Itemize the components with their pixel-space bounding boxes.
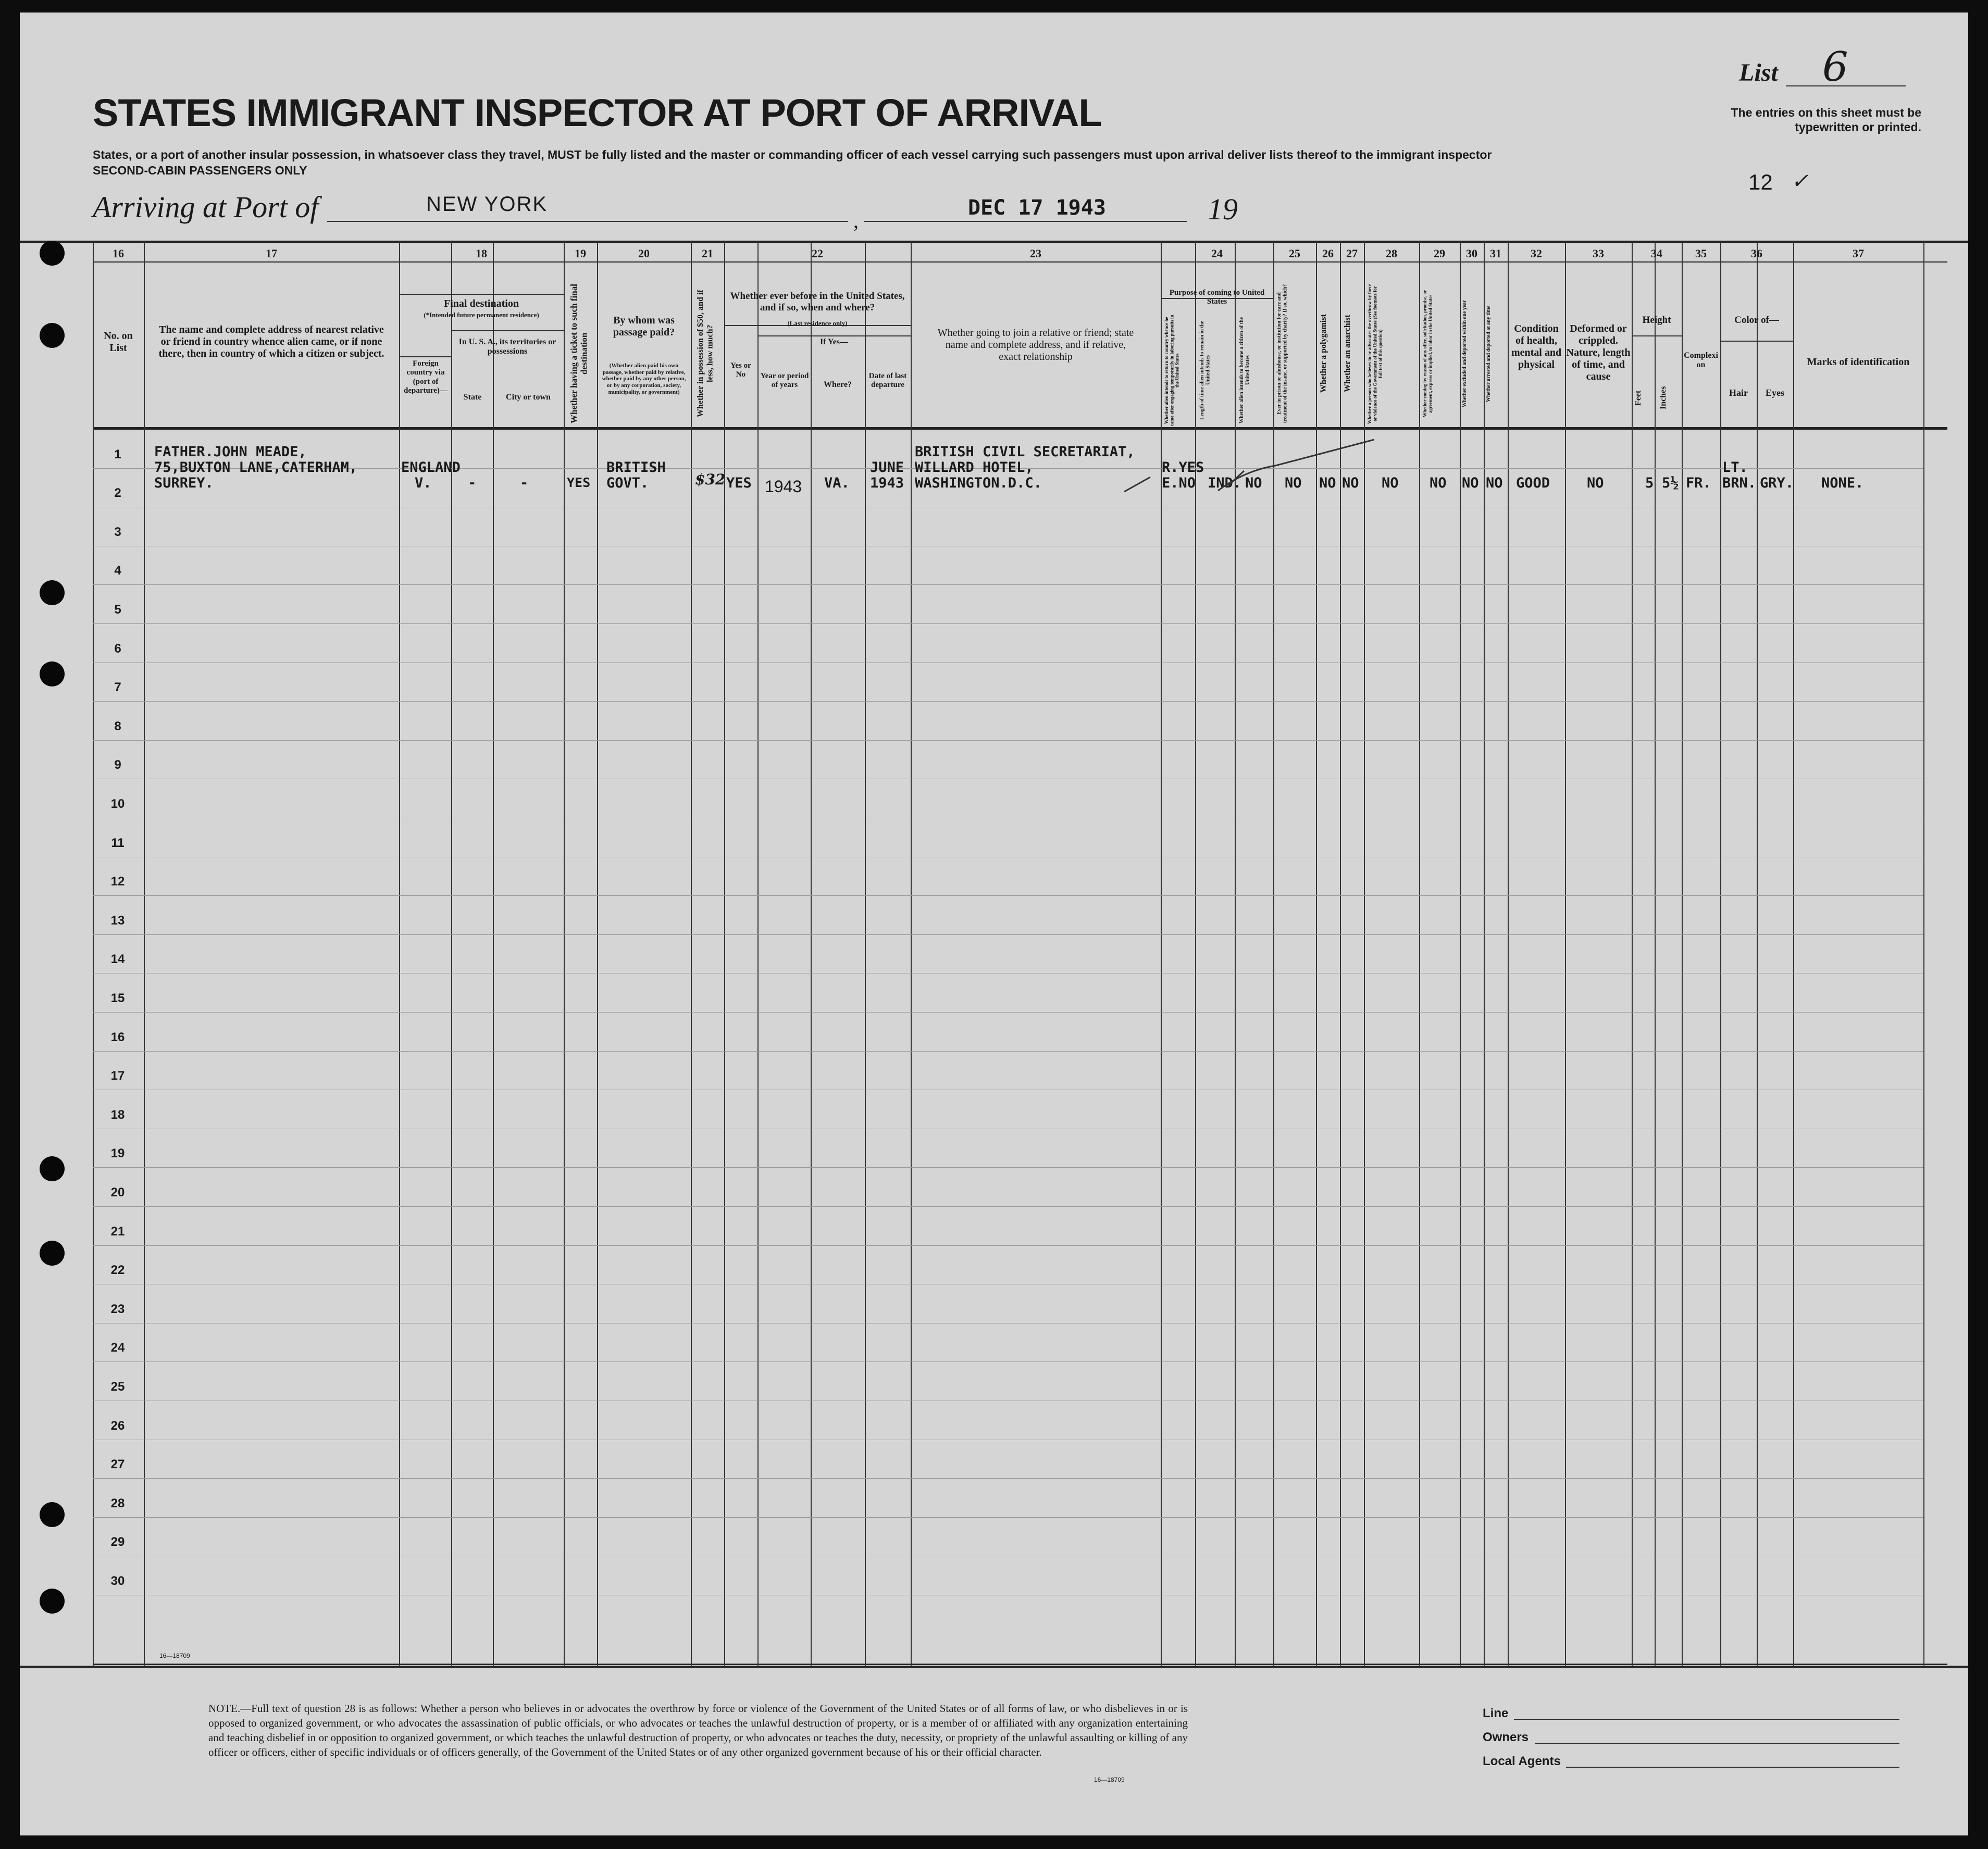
binder-hole: [40, 1241, 65, 1266]
column-number-rule: [93, 261, 1947, 263]
header-year-or-period: Year or period of years: [760, 372, 809, 390]
column-divider: [1655, 242, 1656, 1667]
check-mark-icon: ✓: [1791, 169, 1809, 193]
column-divider: [1757, 242, 1758, 1667]
binder-hole: [40, 323, 65, 348]
table-bottom-rule: [93, 1664, 1947, 1665]
col-num-16: 16: [113, 247, 124, 260]
row-number: 22: [110, 1263, 125, 1277]
col-num-23: 23: [1030, 247, 1041, 260]
col-num-32: 32: [1531, 247, 1542, 260]
money-value: $32: [695, 471, 726, 488]
column-divider: [1793, 242, 1794, 1667]
header-foreign-country: Foreign country via (port of departure)—: [404, 359, 448, 395]
prison-value: NO: [1285, 475, 1302, 491]
binder-hole: [40, 1502, 65, 1527]
subtitle-line-1: States, or a port of another insular possession, in whatsoever class they travel, MUST be fully listed and the master or commanding officer of each vessel carrying such passengers must upon arrival deliver lists thereof to the immigrant inspector: [93, 148, 1492, 161]
row-rule: [93, 934, 1923, 935]
col-num-34: 34: [1651, 247, 1662, 260]
header-feet: Feet: [1634, 390, 1643, 406]
header-state: State: [463, 393, 482, 402]
page-title: STATES IMMIGRANT INSPECTOR AT PORT OF ARRIVAL: [93, 91, 1102, 134]
row-number: 2: [114, 486, 121, 500]
header-intends-return: Whether alien intends to return to country whence he came after engaging temporarily in laboring pursuits in the United States: [1164, 315, 1180, 426]
header-final-destination: Final destination: [444, 298, 519, 309]
column-divider: [399, 242, 400, 1667]
row-number: 19: [110, 1146, 125, 1160]
column-divider: [865, 242, 866, 1667]
deformed-value: NO: [1587, 475, 1604, 491]
row-rule: [93, 584, 1923, 585]
row-number: 11: [111, 836, 125, 850]
subheader-rule: [399, 294, 564, 295]
header-deformed: Deformed or crippled. Nature, length of time, and cause: [1566, 323, 1631, 382]
joining-line-1: BRITISH CIVIL SECRETARIAT,: [915, 444, 1135, 460]
complexion-value: FR.: [1686, 475, 1711, 491]
local-agents-label: Local Agents: [1483, 1754, 1561, 1768]
where-value: VA.: [824, 475, 850, 491]
health-value: GOOD: [1516, 475, 1550, 491]
col-num-30: 30: [1466, 247, 1477, 260]
col-num-17: 17: [266, 247, 277, 260]
header-polygamist: Whether a polygamist: [1319, 314, 1328, 393]
column-divider: [724, 242, 725, 1667]
passage-paid-line-1: BRITISH: [606, 459, 666, 476]
subheader-rule: [1632, 335, 1682, 336]
header-bottom-rule: [93, 427, 1947, 430]
row-number: 16: [110, 1030, 125, 1044]
header-going-to-join: Whether going to join a relative or friend; state name and complete address, and if relative, exact relationship: [937, 327, 1134, 363]
row-number: 9: [114, 758, 121, 772]
eyes-value: GRY.: [1760, 475, 1794, 491]
row-rule: [93, 1478, 1923, 1479]
header-height: Height: [1642, 315, 1671, 326]
col-num-26: 26: [1322, 247, 1334, 260]
row-rule: [93, 1361, 1923, 1362]
list-label: List: [1739, 59, 1778, 86]
row-rule: [93, 1517, 1923, 1518]
header-hair: Hair: [1729, 388, 1748, 398]
column-divider: [757, 242, 759, 1667]
deported-value: NO: [1486, 475, 1503, 491]
header-final-destination-note: (*Intended future permanent residence): [424, 311, 539, 319]
owners-underline: [1535, 1743, 1899, 1744]
row-rule: [93, 895, 1923, 896]
ticket-value: YES: [567, 475, 591, 490]
hair-line-2: BRN.: [1722, 475, 1757, 491]
foreign-country-line-2: V.: [415, 475, 432, 491]
row-number: 27: [110, 1457, 125, 1471]
column-divider: [1565, 242, 1566, 1667]
header-length-of-stay: Length of time alien intends to remain in the United States: [1199, 321, 1211, 420]
row-number: 28: [110, 1496, 125, 1510]
header-city-or-town: City or town: [506, 393, 551, 402]
list-number: 6: [1822, 44, 1848, 91]
agents-underline: [1566, 1767, 1899, 1768]
row-number: 18: [110, 1108, 125, 1122]
last-departure-line-1: JUNE: [870, 459, 904, 476]
joining-line-3: WASHINGTON.D.C.: [915, 475, 1042, 491]
binder-hole: [40, 580, 65, 605]
ever-before-value: YES: [726, 475, 752, 491]
typewritten-note: The entries on this sheet must be typewritten or printed.: [1731, 106, 1921, 134]
header-complexion: Complexion: [1684, 351, 1718, 370]
row-rule: [93, 623, 1923, 624]
year-prefix: 19: [1208, 192, 1238, 226]
header-last-residence: (Last residence only): [787, 319, 848, 327]
row-number: 4: [114, 564, 121, 578]
header-arrested-deported: Whether arrested and deported at any time: [1486, 305, 1492, 402]
row-rule: [93, 1167, 1923, 1168]
subtitle-line-2: SECOND-CABIN PASSENGERS ONLY: [93, 164, 307, 177]
line-underline: [1514, 1719, 1899, 1720]
row-number: 25: [110, 1380, 125, 1394]
column-divider: [564, 242, 565, 1667]
header-purpose: Purpose of coming to United States: [1169, 289, 1265, 306]
col-num-25: 25: [1289, 247, 1300, 260]
col-num-24: 24: [1211, 247, 1223, 260]
sheet-divider-rule: [20, 1666, 1968, 1668]
header-inches: Inches: [1659, 386, 1668, 410]
years-value: 1943: [765, 477, 802, 496]
feet-value: 5: [1645, 475, 1654, 491]
column-divider: [811, 242, 812, 1667]
column-divider: [911, 242, 912, 1667]
column-divider: [691, 242, 692, 1667]
row-number: 17: [110, 1069, 125, 1083]
form-number-bottom: 16—18709: [159, 1652, 190, 1659]
row-rule: [93, 740, 1923, 741]
row-rule: [93, 1245, 1923, 1246]
city-value: -: [520, 475, 529, 491]
column-divider: [1720, 242, 1721, 1667]
manifest-sheet: [20, 13, 1968, 1835]
row-rule: [93, 1051, 1923, 1052]
header-ever-before: Whether ever before in the United States, and if so, when and where?: [730, 291, 905, 313]
row-number: 15: [110, 991, 125, 1005]
header-intends-citizen: Whether alien intends to become a citizen of the United States: [1239, 317, 1251, 424]
row-rule: [93, 1206, 1923, 1207]
passage-paid-line-2: GOVT.: [606, 475, 649, 491]
foreign-country-line-1: ENGLAND: [401, 459, 461, 476]
col-num-35: 35: [1695, 247, 1707, 260]
table-top-rule: [20, 241, 1968, 243]
header-nearest-relative: The name and complete address of nearest relative or friend in country whence alien came, or if none there, then in country of which a citizen or subject.: [158, 324, 384, 359]
purpose-return-line-1: R.YES: [1162, 459, 1204, 476]
header-no-on-list: No. on List: [104, 330, 133, 354]
anarchist-value: NO: [1342, 475, 1359, 491]
purpose-return-line-2: E.NO: [1162, 475, 1196, 491]
pen-stroke-marks: [1114, 429, 1374, 507]
arriving-label: Arriving at Port of: [93, 190, 319, 224]
row-number: 24: [110, 1341, 125, 1355]
header-fifty-dollars: Whether in possession of $50, and if less, how much?: [696, 290, 715, 418]
column-divider: [1682, 242, 1683, 1667]
row-number: 30: [110, 1574, 125, 1588]
col-num-28: 28: [1386, 247, 1397, 260]
joining-line-2: WILLARD HOTEL,: [915, 459, 1034, 476]
citizen-value: NO: [1245, 475, 1262, 491]
length-stay-value: IND.: [1208, 475, 1242, 491]
column-divider: [1484, 242, 1485, 1667]
footnote-form-number: 16—18709: [1094, 1776, 1125, 1783]
header-health: Condition of health, mental and physical: [1511, 323, 1562, 370]
header-passage-paid-note: (Whether alien paid his own passage, whether paid by relative, whether paid by any other person, or by any corporation, society, municipality, or government): [602, 363, 686, 395]
subheader-rule: [399, 356, 451, 357]
header-excluded-deported: Whether excluded and deported within one year: [1462, 300, 1468, 407]
col-num-22: 22: [812, 247, 823, 260]
header-ticket: Whether having a ticket to such final destination: [569, 284, 589, 423]
row-number: 8: [114, 719, 121, 733]
hair-line-1: LT.: [1722, 459, 1748, 476]
binder-hole: [40, 661, 65, 686]
subheader-rule: [451, 330, 564, 331]
header-passage-paid: By whom was passage paid?: [613, 315, 675, 338]
row-number: 20: [110, 1185, 125, 1200]
subheader-rule: [757, 335, 911, 336]
overthrow-value: NO: [1382, 475, 1399, 491]
column-divider: [1419, 242, 1420, 1667]
row-number: 13: [110, 914, 125, 928]
col-num-36: 36: [1751, 247, 1762, 260]
binder-hole: [40, 1156, 65, 1181]
column-divider: [1923, 242, 1924, 1667]
col-num-31: 31: [1490, 247, 1501, 260]
excluded-value: NO: [1462, 475, 1479, 491]
header-if-yes: If Yes—: [819, 338, 849, 346]
header-prison-almshouse: Ever in prison or almshouse, or institution for care and treatment of the insane, or supported by charity? If so, which?: [1276, 284, 1288, 423]
header-where: Where?: [824, 380, 852, 389]
binder-hole: [40, 241, 65, 266]
row-number: 10: [110, 797, 125, 811]
row-rule: [93, 1012, 1923, 1013]
port-underline: [327, 221, 848, 222]
inches-value: 5½: [1662, 475, 1679, 491]
header-color-of: Color of—: [1734, 315, 1779, 326]
relative-line-1: FATHER.JOHN MEADE,: [154, 444, 307, 460]
header-marks-identification: Marks of identification: [1807, 356, 1910, 368]
col-num-20: 20: [638, 247, 650, 260]
labor-offer-value: NO: [1430, 475, 1447, 491]
col-num-29: 29: [1434, 247, 1445, 260]
row-number: 7: [114, 680, 121, 694]
header-date-last-departure: Date of last departure: [868, 372, 907, 390]
date-stamp: DEC 17 1943: [968, 196, 1106, 220]
polygamist-value: NO: [1319, 475, 1336, 491]
footnote-question-28: NOTE.—Full text of question 28 is as follows: Whether a person who believes in or advocates the overthrow by force or violence of the Government of the United States or of all forms of law, or who disbelieves in or is opposed to organized government, or who advocates the assassination of public officials, or who advocates or teaches the unlawful destruction of property, or is a member of or affiliated with any organization entertaining and teaching disbelief in or opposition to organized government, or which teaches the unlawful destruction of property, or who advocates or teaches the duty, necessity, or propriety of the unlawful assaulting or killing of any officer or officers, either of specific individuals or of officers generally, of the Government of the United States or of any other organized government because of his or their official character.: [208, 1702, 1188, 1758]
last-departure-line-2: 1943: [870, 475, 904, 491]
col-num-37: 37: [1853, 247, 1864, 260]
date-underline: [864, 221, 1187, 222]
comma-separator: ,: [853, 209, 859, 232]
row-number: 14: [110, 952, 125, 966]
column-divider: [493, 242, 494, 1667]
column-divider: [1632, 242, 1633, 1667]
row-number: 12: [110, 874, 125, 889]
row-number: 5: [114, 603, 121, 617]
row-number: 1: [114, 447, 121, 461]
col-num-18: 18: [476, 247, 487, 260]
row-rule: [93, 701, 1923, 702]
column-divider: [1460, 242, 1461, 1667]
header-yes-or-no: Yes or No: [730, 361, 751, 379]
col-num-21: 21: [702, 247, 713, 260]
row-number: 21: [110, 1225, 125, 1239]
header-in-usa: In U. S. A., its territories or possessions: [458, 338, 556, 356]
column-divider: [597, 242, 598, 1667]
port-value: NEW YORK: [426, 193, 548, 216]
row-number: 3: [114, 525, 121, 539]
binder-hole: [40, 1589, 65, 1614]
column-divider: [93, 242, 94, 1667]
column-divider: [451, 242, 452, 1667]
column-divider: [144, 242, 145, 1667]
col-num-19: 19: [575, 247, 586, 260]
sheet-number: 12: [1748, 170, 1773, 194]
header-eyes: Eyes: [1766, 388, 1784, 398]
col-num-27: 27: [1346, 247, 1358, 260]
header-overthrow: Whether a person who believes in or advocates the overthrow by force or violence of the Government of the United States (See footnote for full text of this question): [1367, 283, 1383, 424]
header-anarchist: Whether an anarchist: [1343, 315, 1352, 393]
row-number: 29: [110, 1535, 125, 1549]
marks-value: NONE.: [1821, 475, 1864, 491]
row-number: 26: [110, 1419, 125, 1433]
owners-label: Owners: [1483, 1730, 1529, 1744]
col-num-33: 33: [1593, 247, 1604, 260]
header-labor-offer: Whether coming by reason of any offer, solicitation, promise, or agreement, express or implied, to labor in the United States: [1422, 290, 1433, 418]
row-number: 23: [110, 1302, 125, 1316]
state-value: -: [468, 475, 477, 491]
row-number: 6: [114, 642, 121, 656]
relative-line-2: 75,BUXTON LANE,CATERHAM,: [154, 459, 358, 476]
subheader-rule: [1720, 341, 1793, 342]
line-label: Line: [1483, 1706, 1509, 1720]
column-divider: [1508, 242, 1509, 1667]
relative-line-3: SURREY.: [154, 475, 214, 491]
